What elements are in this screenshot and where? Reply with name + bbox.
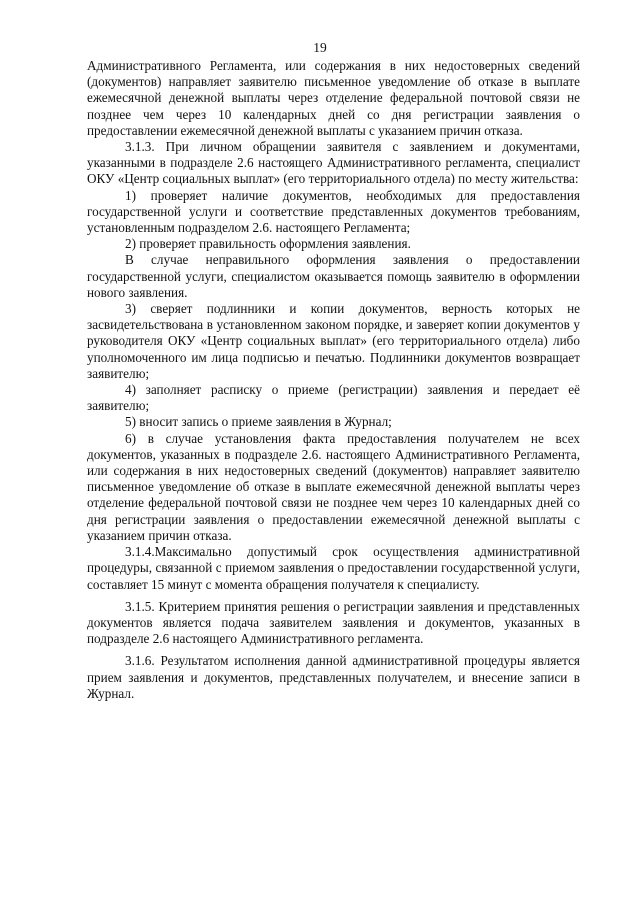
- paragraph-3-1-6: 3.1.6. Результатом исполнения данной административной процедуры является прием заявления и документов, представленных получателем, и внесение записи в Журнал.: [87, 653, 580, 701]
- list-item-5: 5) вносит запись о приеме заявления в Журнал;: [125, 414, 392, 430]
- list-item-6: 6) в случае установления факта предоставления получателем не всех документов, указанных в подразделе 2.6. настоящего Административного Регламента, или содержания в них недостоверных сведений (документов) направляет заявителю письменное уведомление об отказе в выплате ежемесячной денежной выплаты через отделение федеральной почтовой связи не позднее чем через 10 календарных дней со дня регистрации заявления о предоставлении ежемесячной денежной выплаты с указанием причин отказа.: [87, 430, 580, 543]
- paragraph-continuation: Административного Регламента, или содержания в них недостоверных сведений (документов) направляет заявителю письменное уведомление об отказе в выплате ежемесячной денежной выплаты через отделение федеральной почтовой связи не позднее чем через 10 календарных дней со дня регистрации заявления о предоставлении ежемесячной денежной выплаты с указанием причин отказа.: [87, 58, 580, 138]
- document-body: [87, 58, 580, 702]
- paragraph-3-1-5: 3.1.5. Критерием принятия решения о регистрации заявления и представленных документов является подача заявителем заявления и документов, указанных в подразделе 2.6 настоящего Административного регламента.: [87, 598, 580, 647]
- list-item-1: 1) проверяет наличие документов, необходимых для предоставления государственной услуги и соответствие представленных документов требованиям, установленным подразделом 2.6. настоящего Регламента;: [87, 187, 580, 236]
- list-item-2: 2) проверяет правильность оформления заявления.: [125, 236, 411, 252]
- list-item-3: 3) сверяет подлинники и копии документов, верность которых не засвидетельствована в установленном законом порядке, и заверяет копии документов у руководителя ОКУ «Центр социальных выплат» (его территориального отдела) либо уполномоченного им лица подписью и печатью. Подлинники документов возвращает заявителю;: [87, 301, 580, 381]
- page-number: 19: [313, 40, 327, 55]
- paragraph-3-1-3: 3.1.3. При личном обращении заявителя с заявлением и документами, указанными в подразделе 2.6 настоящего Административного регламента, специалист ОКУ «Центр социальных выплат» (его территориального отдела) по месту жительства:: [87, 139, 580, 187]
- paragraph-incorrect-application: В случае неправильного оформления заявления о предоставлении государственной услуги, специалистом оказывается помощь заявителю в оформлении нового заявления.: [87, 252, 580, 300]
- list-item-4: 4) заполняет расписку о приеме (регистрации) заявления и передает её заявителю;: [87, 382, 580, 414]
- paragraph-3-1-4: 3.1.4.Максимально допустимый срок осуществления административной процедуры, связанной с приемом заявления о предоставлении государственной услуги, составляет 15 минут с момента обращения получателя к специалисту.: [87, 544, 580, 592]
